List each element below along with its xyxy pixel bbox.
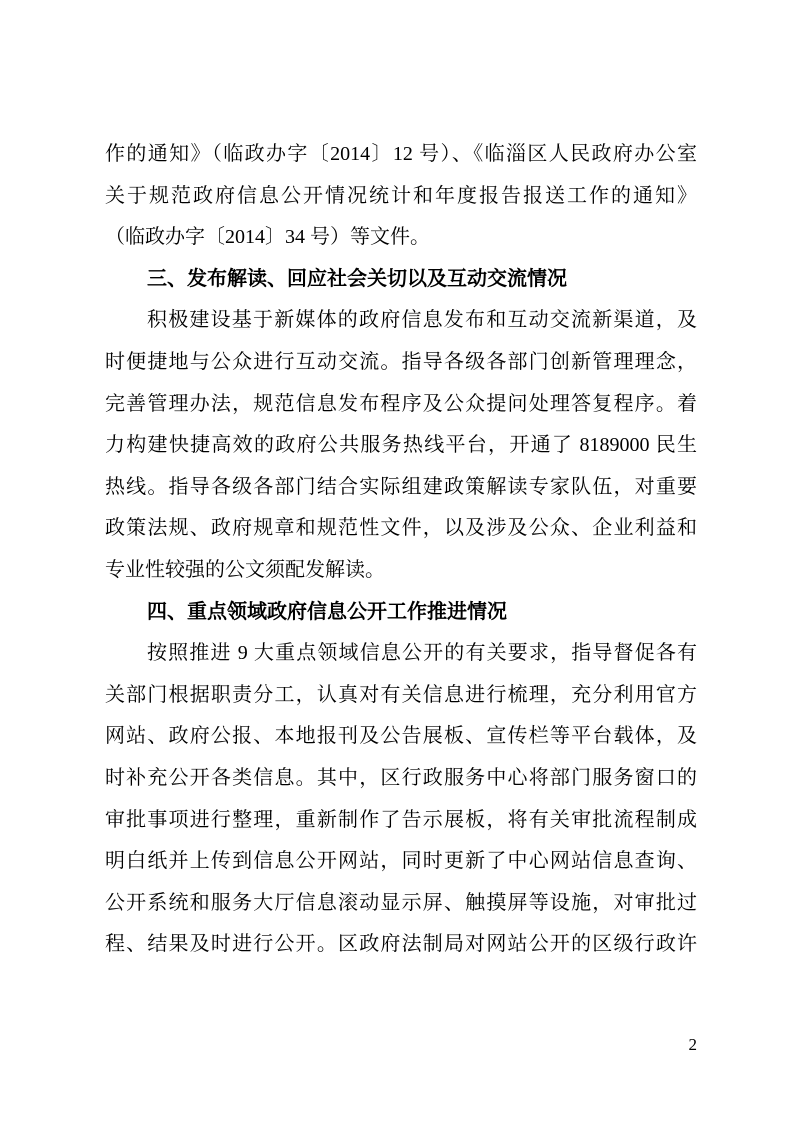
body-text-line: 作的通知》（临政办字〔2014〕12 号）、《临淄区人民政府办公室: [105, 143, 697, 165]
body-text-line: 关部门根据职责分工，认真对有关信息进行梳理，充分利用官方: [105, 683, 697, 706]
section-heading: 三、发布解读、回应社会关切以及互动交流情况: [147, 267, 567, 290]
body-text-line: 关于规范政府信息公开情况统计和年度报告报送工作的通知》: [105, 184, 697, 207]
body-text-line: 网站、政府公报、本地报刊及公告展板、宣传栏等平台载体，及: [105, 725, 697, 748]
body-text-line: （临政办字〔2014〕34 号）等文件。: [105, 226, 430, 249]
section-heading: 四、重点领域政府信息公开工作推进情况: [147, 600, 507, 623]
body-text-line: 公开系统和服务大厅信息滚动显示屏、触摸屏等设施，对审批过: [105, 891, 697, 914]
body-text-line: 完善管理办法，规范信息发布程序及公众提问处理答复程序。着: [105, 392, 697, 415]
body-text-line: 政策法规、政府规章和规范性文件，以及涉及公众、企业利益和: [105, 517, 697, 540]
body-text-line: 时补充公开各类信息。其中，区行政服务中心将部门服务窗口的: [105, 766, 697, 789]
body-text-line: 力构建快捷高效的政府公共服务热线平台，开通了 8189000 民生: [105, 434, 697, 457]
body-text-line: 审批事项进行整理，重新制作了告示展板，将有关审批流程制成: [105, 808, 697, 831]
page-number: 2: [688, 1035, 697, 1054]
body-text-line: 专业性较强的公文须配发解读。: [105, 558, 385, 581]
body-text-line: 按照推进 9 大重点领域信息公开的有关要求，指导督促各有: [147, 642, 697, 665]
body-text-line: 积极建设基于新媒体的政府信息发布和互动交流新渠道，及: [147, 309, 697, 332]
body-text-line: 明白纸并上传到信息公开网站，同时更新了中心网站信息查询、: [105, 850, 697, 873]
body-text-line: 热线。指导各级各部门结合实际组建政策解读专家队伍，对重要: [105, 475, 697, 498]
body-text-line: 程、结果及时进行公开。区政府法制局对网站公开的区级行政许: [105, 933, 697, 956]
body-text-line: 时便捷地与公众进行互动交流。指导各级各部门创新管理理念，: [105, 350, 697, 373]
body-text: [105, 134, 697, 966]
